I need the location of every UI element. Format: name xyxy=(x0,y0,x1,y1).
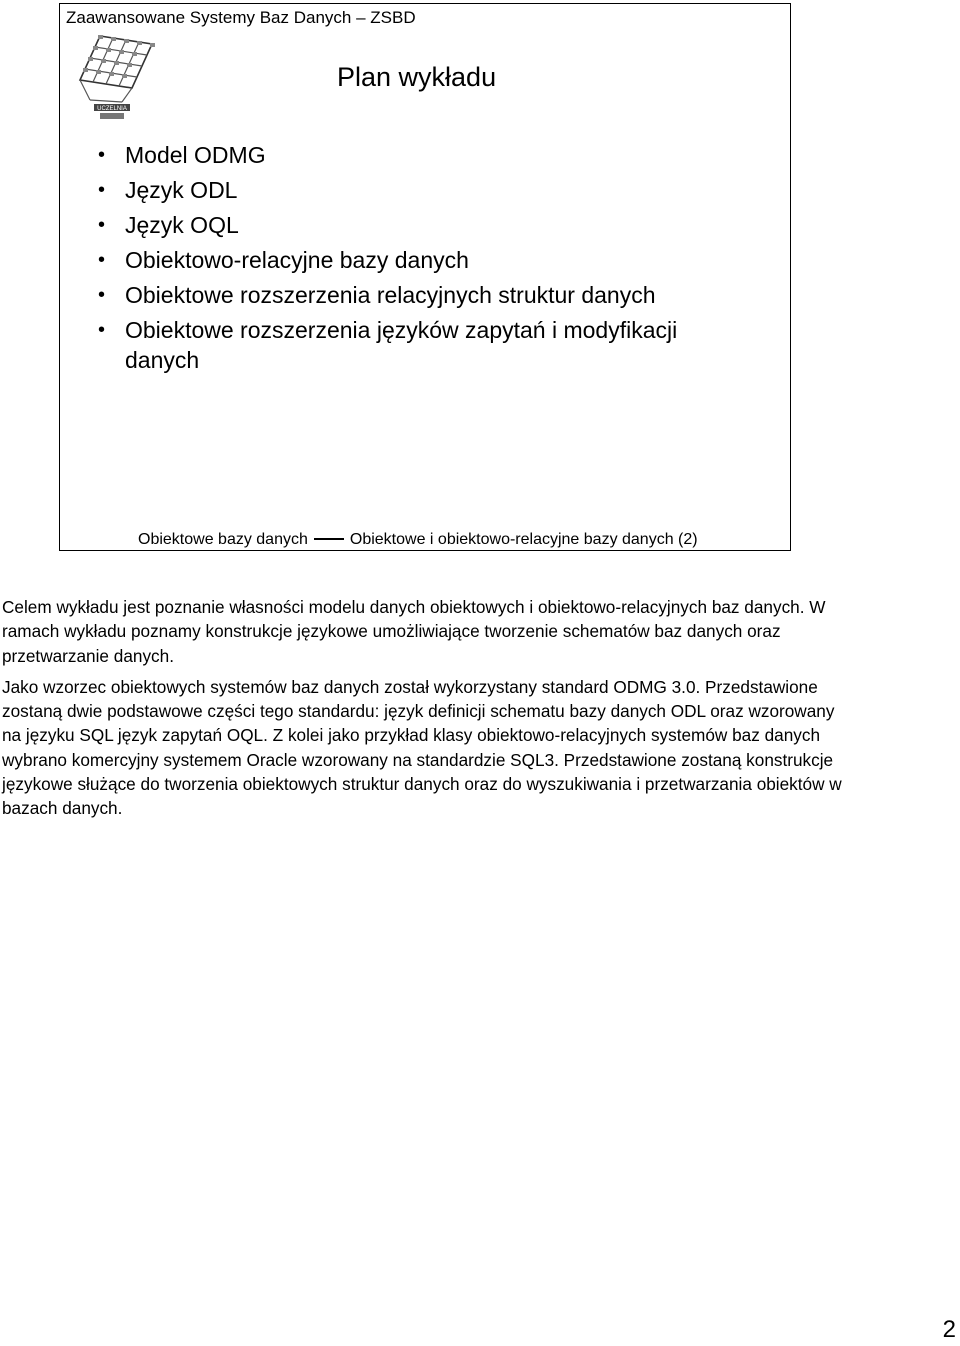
bullet-item: • Język ODL xyxy=(98,177,238,203)
lecture-notes xyxy=(2,595,852,821)
slide-header: Zaawansowane Systemy Baz Danych – ZSBD xyxy=(66,8,416,27)
bullet-item: • Model ODMG xyxy=(98,142,266,168)
bullet-icon: • xyxy=(98,144,106,166)
bullet-icon: • xyxy=(98,249,106,271)
notes-paragraph: Jako wzorzec obiektowych systemów baz danych został wykorzystany standard ODMG 3.0. Przedstawione zostaną dwie podstawowe części tego standardu: język definicji schematu bazy danych ODL oraz wzorowany na języku SQL język zapytań OQL. Z kolei jako przykład klasy obiektowo-relacyjnych systemów baz danych wybrano komercyjny systemem Oracle wzorowany na standardzie SQL3. Przedstawione zostaną konstrukcje językowe służące do tworzenia obiektowych struktur danych oraz do wyszukiwania i przetwarzania obiektów w bazach danych. xyxy=(2,676,842,819)
svg-text:UCZELNIA: UCZELNIA xyxy=(97,106,127,112)
notes-paragraph: Celem wykładu jest poznanie własności modelu danych obiektowych i obiektowo-relacyjnych baz danych. W ramach wykładu poznamy konstrukcje językowe umożliwiające tworzenie schematów baz danych oraz przetwarzanie danych. xyxy=(2,597,826,666)
bullet-item: • Obiektowo-relacyjne bazy danych xyxy=(98,247,469,273)
bullet-icon: • xyxy=(98,319,106,341)
slide-frame xyxy=(59,3,791,551)
page-number: 2 xyxy=(942,1316,956,1343)
bullet-icon: • xyxy=(98,179,106,201)
slide-bullet-list xyxy=(96,140,736,380)
footer-course-name: Obiektowe bazy danych xyxy=(138,531,308,548)
university-logo-icon xyxy=(70,30,156,122)
footer-separator xyxy=(314,538,344,540)
footer-lecture-title: Obiektowe i obiektowo-relacyjne bazy danych (2) xyxy=(349,531,698,548)
slide-footer xyxy=(138,531,698,549)
bullet-icon: • xyxy=(98,214,106,236)
bullet-item: • Obiektowe rozszerzenia relacyjnych struktur danych xyxy=(98,282,656,308)
slide-title: Plan wykładu xyxy=(337,62,497,92)
bullet-item: • Obiektowe rozszerzenia języków zapytań i modyfikacji danych xyxy=(98,317,678,373)
bullet-icon: • xyxy=(98,284,106,306)
bullet-item: • Język OQL xyxy=(98,212,239,238)
